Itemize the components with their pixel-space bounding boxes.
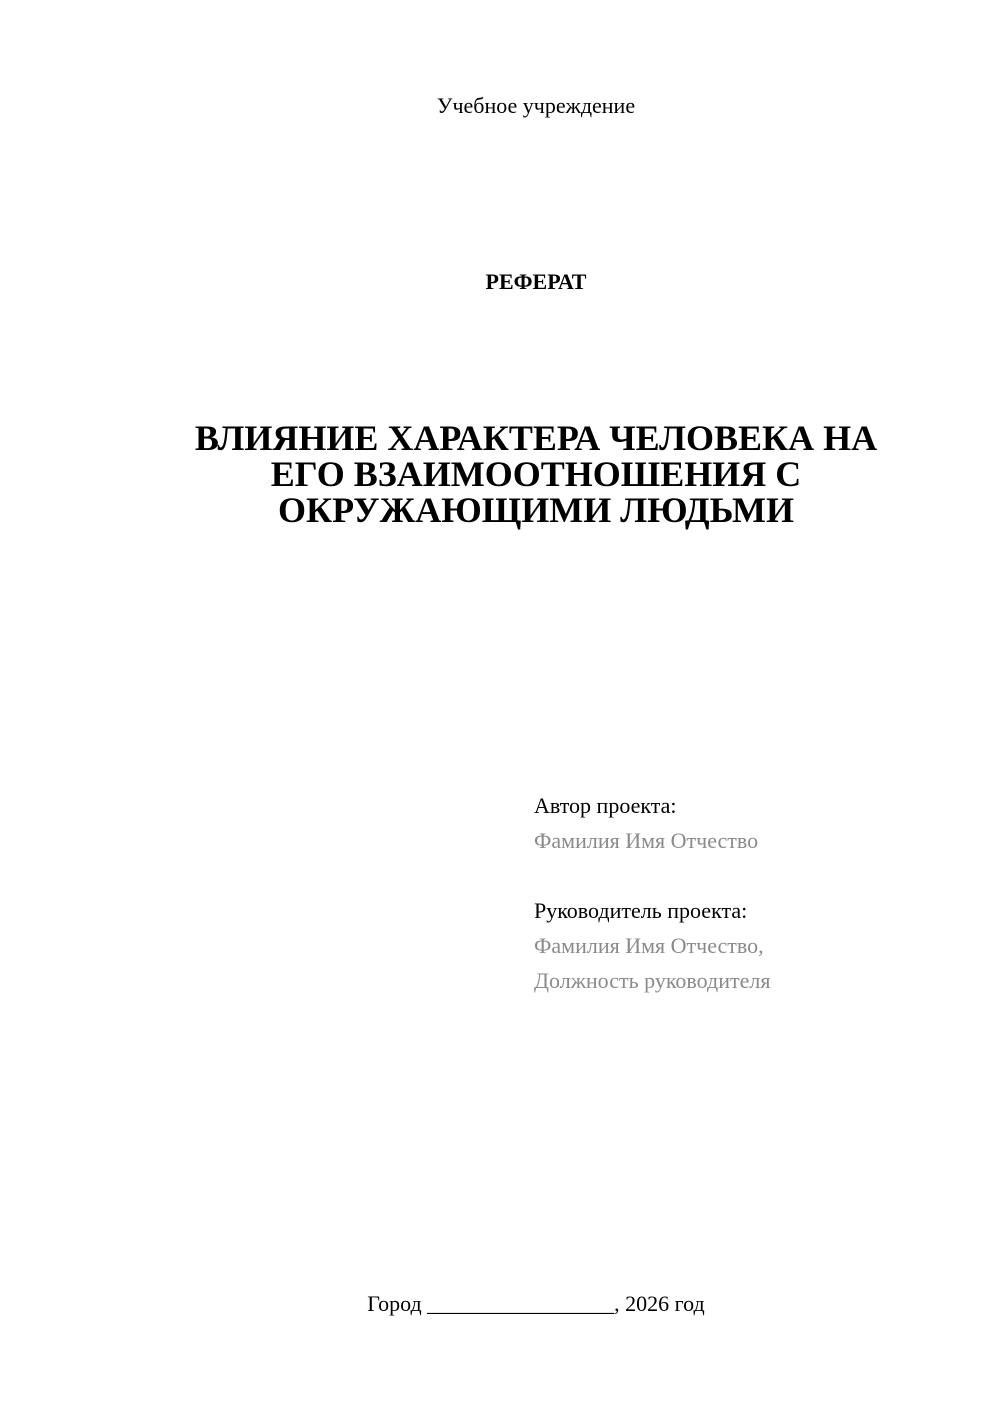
document-type: РЕФЕРАТ xyxy=(485,269,587,294)
supervisor-name: Фамилия Имя Отчество, xyxy=(534,933,764,958)
title-line-1: ВЛИЯНИЕ ХАРАКТЕРА ЧЕЛОВЕКА НА xyxy=(194,418,878,458)
author-label: Автор проекта: xyxy=(534,793,677,818)
credits-block xyxy=(534,788,770,998)
supervisor-label: Руководитель проекта: xyxy=(534,898,748,923)
title-line-2: ЕГО ВЗАИМООТНОШЕНИЯ С xyxy=(270,454,802,494)
title-line-3: ОКРУЖАЮЩИМИ ЛЮДЬМИ xyxy=(277,490,795,530)
city-year-line: Город _________________, 2026 год xyxy=(367,1291,705,1316)
document-title xyxy=(160,420,912,528)
supervisor-position: Должность руководителя xyxy=(534,968,771,993)
author-name: Фамилия Имя Отчество xyxy=(534,828,759,853)
institution-name: Учебное учреждение xyxy=(436,93,636,118)
credits-spacer xyxy=(534,858,770,893)
